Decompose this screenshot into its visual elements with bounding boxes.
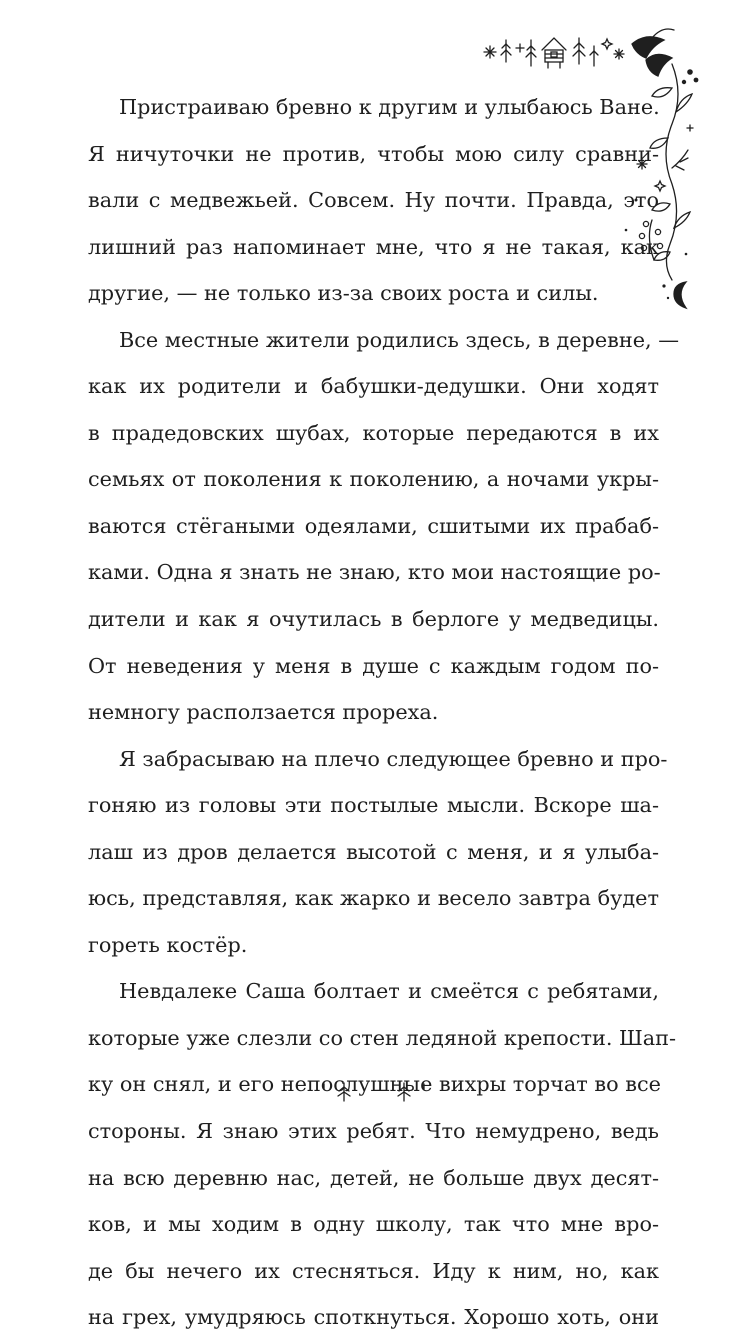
- text-line: Я забрасываю на плечо следующее бревно и про-: [119, 746, 668, 771]
- pine-tree-icon: [338, 1083, 350, 1101]
- sparkle-icon: [602, 39, 612, 49]
- text-line: стороны. Я знаю этих ребят. Что немудрено, ведь: [88, 1119, 659, 1144]
- text-line: которые уже слезли со стен ледяной крепости. Шап-: [88, 1025, 677, 1050]
- text-line: гореть костёр.: [88, 932, 248, 957]
- pine-tree-footer-icon: [318, 1078, 428, 1108]
- text-line: лаш из дров делается высотой с меня, и я улыба-: [88, 839, 659, 864]
- holly-leaf-icon: [632, 29, 674, 76]
- text-line: немногу расползается прореха.: [88, 700, 439, 725]
- text-line: другие, — не только из-за своих роста и силы.: [88, 281, 599, 306]
- text-line: Пристраиваю бревно к другим и улыбаюсь Ване.: [119, 95, 660, 119]
- tree-icon: [573, 38, 585, 64]
- hut-icon: [542, 38, 566, 68]
- paragraph-3: [88, 736, 668, 969]
- vine-stem: [666, 64, 678, 280]
- text-line: ку он снял, и его непослушные вихры торчат во все: [88, 1072, 661, 1097]
- text-line: де бы нечего их стесняться. Иду к ним, но, как: [88, 1258, 659, 1283]
- text-line: гоняю из головы эти постылые мысли. Вскоре ша-: [88, 793, 659, 818]
- tree-icon: [590, 46, 598, 66]
- snowflake-icon: [484, 46, 496, 58]
- text-line: как их родители и бабушки-дедушки. Они ходят: [88, 374, 659, 399]
- text-line: ваются стёгаными одеялами, сшитыми их прабаб-: [88, 513, 659, 538]
- text-line: ков, и мы ходим в одну школу, так что мне вро-: [88, 1212, 659, 1237]
- text-line: лишний раз напоминает мне, что я не такая, как: [88, 234, 659, 259]
- moon-icon: [674, 282, 686, 308]
- body-text: [88, 84, 680, 1341]
- sparkle-icon: [687, 125, 693, 131]
- text-line: От неведения у меня в душе с каждым годом по-: [88, 653, 659, 678]
- text-line: дители и как я очутилась в берлоге у медведицы.: [88, 607, 659, 632]
- pine-tree-icon: [398, 1083, 410, 1101]
- text-line: ками. Одна я знать не знаю, кто мои настоящие ро-: [88, 560, 661, 585]
- text-line: семьях от поколения к поколению, а ночами укры-: [88, 467, 659, 492]
- sparkle-icon: [516, 44, 524, 52]
- text-line: юсь, представляя, как жарко и весело завтра будет: [88, 886, 659, 911]
- text-line: на грех, умудряюсь споткнуться. Хорошо хоть, они: [88, 1305, 659, 1330]
- paragraph-1: [88, 84, 659, 317]
- tree-icon: [526, 40, 536, 66]
- text-line: Я ничуточки не против, чтобы мою силу сравни-: [88, 141, 659, 166]
- text-line: вали с медвежьей. Совсем. Ну почти. Правда, это: [88, 188, 659, 213]
- text-line: на всю деревню нас, детей, не больше двух десят-: [88, 1165, 659, 1190]
- berry-icon: [682, 69, 699, 84]
- tree-icon: [501, 40, 511, 62]
- text-line: в прадедовских шубах, которые передаются в их: [88, 420, 659, 445]
- paragraph-4: [88, 968, 677, 1340]
- paragraph-2: [88, 317, 680, 736]
- text-line: Все местные жители родились здесь, в деревне, —: [119, 327, 680, 352]
- dot-icon: [662, 284, 669, 299]
- text-line: Невдалеке Саша болтает и смеётся с ребятами,: [119, 979, 659, 1004]
- snowflake-icon: [614, 49, 624, 59]
